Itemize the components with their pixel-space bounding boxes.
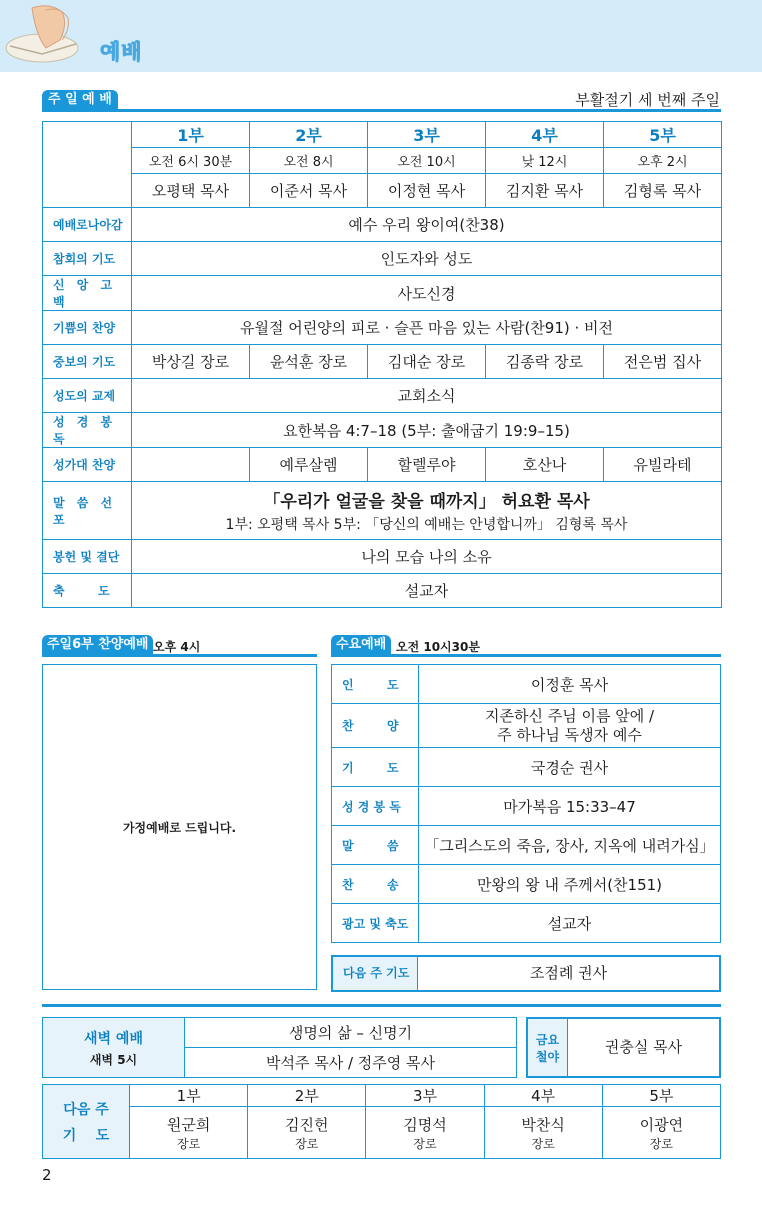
row-label: 말 씀	[332, 826, 419, 865]
row-value: 지존하신 주님 이름 앞에 /	[484, 706, 655, 725]
fellowship-row	[43, 379, 722, 413]
row-value: 교회소식	[132, 379, 722, 413]
person-title: 장로	[531, 1136, 555, 1151]
person-name: 이광연	[639, 1115, 684, 1134]
sermon-row	[43, 482, 722, 540]
friday-box	[526, 1017, 721, 1078]
row-value: 설교자	[132, 574, 722, 608]
wed-row	[332, 704, 721, 748]
service-leader: 이정현 목사	[368, 174, 486, 208]
sermon-cell	[132, 482, 722, 540]
service-name: 3부	[368, 122, 486, 148]
next-week-prayer-table	[42, 1084, 721, 1159]
reading-row	[43, 413, 722, 448]
next-prayer-box	[331, 955, 721, 992]
sunday-subtitle: 부활절기 세 번째 주일	[575, 91, 720, 109]
section-rule	[42, 654, 317, 657]
creed-row	[43, 276, 722, 311]
next-week-label: 기 도	[62, 1127, 110, 1144]
section-rule	[331, 654, 721, 657]
row-value: 마가복음 15:33–47	[419, 787, 721, 826]
next-prayer-label: 다음 주 기도	[333, 957, 418, 990]
row-value: 김대순 장로	[368, 345, 486, 379]
row-value: 「그리스도의 죽음, 장사, 지옥에 내려가심」	[419, 826, 721, 865]
row-value: 인도자와 성도	[132, 242, 722, 276]
next-week-label-cell	[43, 1085, 130, 1159]
row-value: 요한복음 4:7–18 (5부: 출애굽기 19:9–15)	[132, 413, 722, 448]
row-value: 유월절 어린양의 피로 · 슬픈 마음 있는 사람(찬91) · 비전	[132, 311, 722, 345]
praying-hands-bible-icon	[2, 0, 94, 72]
part-name: 2부	[248, 1085, 366, 1107]
service-time-row	[43, 148, 722, 174]
row-label: 성 경 봉 독	[332, 787, 419, 826]
part-name: 4부	[484, 1085, 602, 1107]
service-leader: 이준서 목사	[250, 174, 368, 208]
service-name: 4부	[486, 122, 604, 148]
dawn-title: 새벽 예배	[84, 1030, 143, 1047]
person-name: 박찬식	[521, 1115, 565, 1134]
row-value: 이정훈 목사	[419, 665, 721, 704]
row-value: 박상길 장로	[132, 345, 250, 379]
sixth-service-box	[42, 664, 317, 990]
wed-row	[332, 826, 721, 865]
prayer-person	[484, 1107, 602, 1159]
dawn-label-cell	[43, 1018, 185, 1078]
row-label: 축 도	[43, 574, 132, 608]
service-name: 1부	[132, 122, 250, 148]
wednesday-time: 오전 10시30분	[396, 640, 480, 654]
intercession-row	[43, 345, 722, 379]
sermon-title: 「우리가 얼굴을 찾을 때까지」 허요환 목사	[263, 492, 590, 512]
person-title: 장로	[649, 1136, 673, 1151]
prayer-person	[130, 1107, 248, 1159]
row-label: 인 도	[332, 665, 419, 704]
service-time: 낮 12시	[486, 148, 604, 174]
row-value: 예수 우리 왕이여(찬38)	[132, 208, 722, 242]
part-name: 3부	[366, 1085, 484, 1107]
approach-row	[43, 208, 722, 242]
row-label: 기쁨의 찬양	[43, 311, 132, 345]
dawn-line2: 박석주 목사 / 정주영 목사	[185, 1048, 517, 1078]
person-name: 김진헌	[285, 1115, 329, 1134]
row-label: 중보의 기도	[43, 345, 132, 379]
row-label: 신 앙 고 백	[43, 276, 132, 311]
service-leader-row	[43, 174, 722, 208]
sixth-service-body: 가정예배로 드립니다.	[122, 821, 237, 835]
wed-row	[332, 787, 721, 826]
section-rule	[42, 1004, 721, 1007]
row-value	[132, 448, 250, 482]
row-value: 주 하나님 독생자 예수	[497, 725, 642, 744]
wed-row	[332, 865, 721, 904]
service-leader: 오평택 목사	[132, 174, 250, 208]
friday-label-cell	[528, 1019, 568, 1076]
row-label: 광고 및 축도	[332, 904, 419, 943]
person-title: 장로	[177, 1136, 201, 1151]
offering-row	[43, 540, 722, 574]
page-number: 2	[42, 1166, 52, 1184]
service-name: 2부	[250, 122, 368, 148]
row-label: 봉헌 및 결단	[43, 540, 132, 574]
row-label: 성도의 교제	[43, 379, 132, 413]
sixth-service-time: 오후 4시	[153, 640, 201, 654]
dawn-time: 새벽 5시	[89, 1052, 138, 1067]
confession-row	[43, 242, 722, 276]
praise-row	[43, 311, 722, 345]
service-time: 오전 8시	[250, 148, 368, 174]
sixth-service-tab: 주일6부 찬양예배	[42, 635, 153, 655]
friday-value: 권충실 목사	[604, 1038, 683, 1056]
service-name-row	[43, 122, 722, 148]
dawn-line1: 생명의 삶 – 신명기	[185, 1018, 517, 1048]
person-name: 원군희	[166, 1115, 211, 1134]
friday-label: 금요	[535, 1033, 560, 1047]
service-leader: 김형록 목사	[604, 174, 722, 208]
wed-row	[332, 904, 721, 943]
prayer-person	[366, 1107, 484, 1159]
person-name: 김명석	[403, 1115, 447, 1134]
part-name: 1부	[130, 1085, 248, 1107]
row-label: 예배로나아감	[43, 208, 132, 242]
row-value: 사도신경	[132, 276, 722, 311]
friday-label: 철야	[535, 1050, 560, 1064]
benediction-row	[43, 574, 722, 608]
row-value: 예루살렘	[250, 448, 368, 482]
row-value: 설교자	[419, 904, 721, 943]
header-band	[0, 0, 762, 72]
service-time: 오후 2시	[604, 148, 722, 174]
hymn-cell	[419, 704, 721, 748]
row-label: 성 경 봉 독	[43, 413, 132, 448]
wed-row	[332, 665, 721, 704]
row-label: 찬 양	[332, 704, 419, 748]
service-name: 5부	[604, 122, 722, 148]
row-value: 만왕의 왕 내 주께서(찬151)	[419, 865, 721, 904]
next-prayer-value: 조점례 권사	[529, 964, 608, 982]
row-value: 나의 모습 나의 소유	[132, 540, 722, 574]
section-rule	[42, 109, 721, 112]
sunday-tab: 주 일 예 배	[42, 90, 118, 110]
wed-row	[332, 748, 721, 787]
person-title: 장로	[295, 1136, 319, 1151]
row-label: 기 도	[332, 748, 419, 787]
choir-row	[43, 448, 722, 482]
row-value: 전은범 집사	[604, 345, 722, 379]
row-value: 국경순 권사	[419, 748, 721, 787]
sermon-note: 1부: 오평택 목사 5부: 「당신의 예배는 안녕합니까」 김형록 목사	[225, 517, 628, 533]
row-value: 할렐루야	[368, 448, 486, 482]
row-label: 말 씀 선 포	[43, 482, 132, 540]
part-name: 5부	[602, 1085, 720, 1107]
row-value: 윤석훈 장로	[250, 345, 368, 379]
service-time: 오전 10시	[368, 148, 486, 174]
prayer-person	[248, 1107, 366, 1159]
row-value: 김종락 장로	[486, 345, 604, 379]
wednesday-tab: 수요예배	[331, 635, 391, 655]
row-label: 찬 송	[332, 865, 419, 904]
service-time: 오전 6시 30분	[132, 148, 250, 174]
dawn-service-table	[42, 1017, 517, 1078]
row-value: 호산나	[486, 448, 604, 482]
sunday-service-table	[42, 121, 722, 608]
service-leader: 김지환 목사	[486, 174, 604, 208]
row-label: 성가대 찬양	[43, 448, 132, 482]
next-week-label: 다음 주	[63, 1101, 109, 1118]
row-value: 유빌라테	[604, 448, 722, 482]
corner-cell	[43, 122, 132, 208]
prayer-person	[602, 1107, 720, 1159]
person-title: 장로	[413, 1136, 437, 1151]
header-title: 예배	[100, 40, 143, 64]
wednesday-table	[331, 664, 721, 943]
row-label: 참회의 기도	[43, 242, 132, 276]
